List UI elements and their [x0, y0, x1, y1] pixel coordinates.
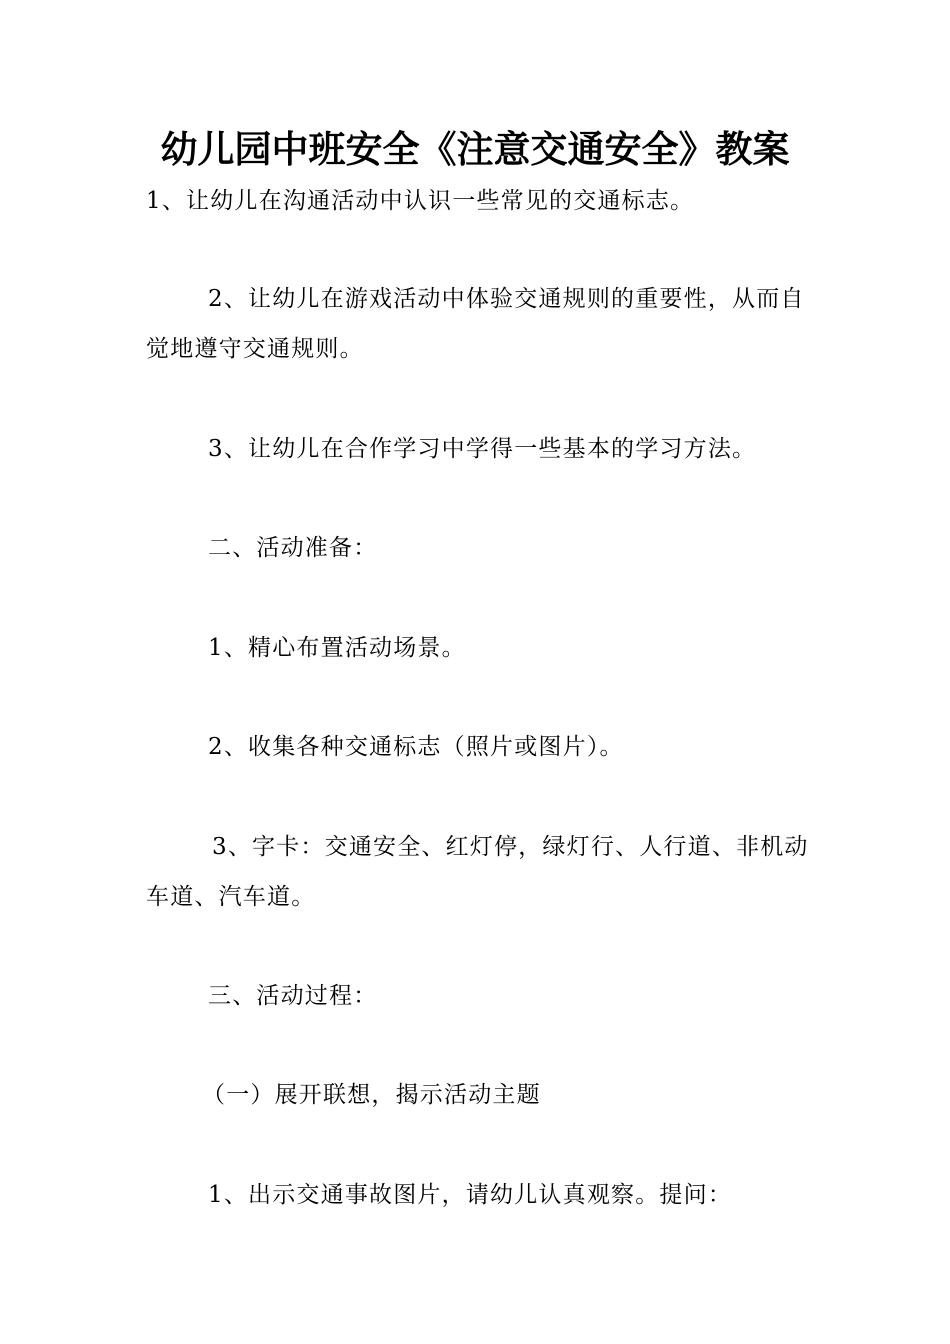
paragraph-process-1: 1、出示交通事故图片，请幼儿认真观察。提问： [208, 1182, 733, 1208]
document-title: 幼儿园中班安全《注意交通安全》教案 [160, 128, 790, 171]
subsection-heading-1: （一）展开联想，揭示活动主题 [202, 1082, 541, 1108]
section-heading-process: 三、活动过程： [208, 983, 378, 1009]
paragraph-objective-2: 2、让幼儿在游戏活动中体验交通规则的重要性，从而自觉地遵守交通规则。 [146, 286, 805, 362]
paragraph-preparation-3: 3、字卡：交通安全、红灯停，绿灯行、人行道、非机动车道、汽车道。 [146, 834, 809, 910]
paragraph-objective-3: 3、让幼儿在合作学习中学得一些基本的学习方法。 [208, 436, 757, 462]
paragraph-preparation-2: 2、收集各种交通标志（照片或图片）。 [208, 734, 624, 760]
paragraph-preparation-1: 1、精心布置活动场景。 [208, 635, 466, 661]
paragraph-objective-1: 1、让幼儿在沟通活动中认识一些常见的交通标志。 [146, 188, 695, 214]
section-heading-preparation: 二、活动准备： [208, 535, 378, 561]
